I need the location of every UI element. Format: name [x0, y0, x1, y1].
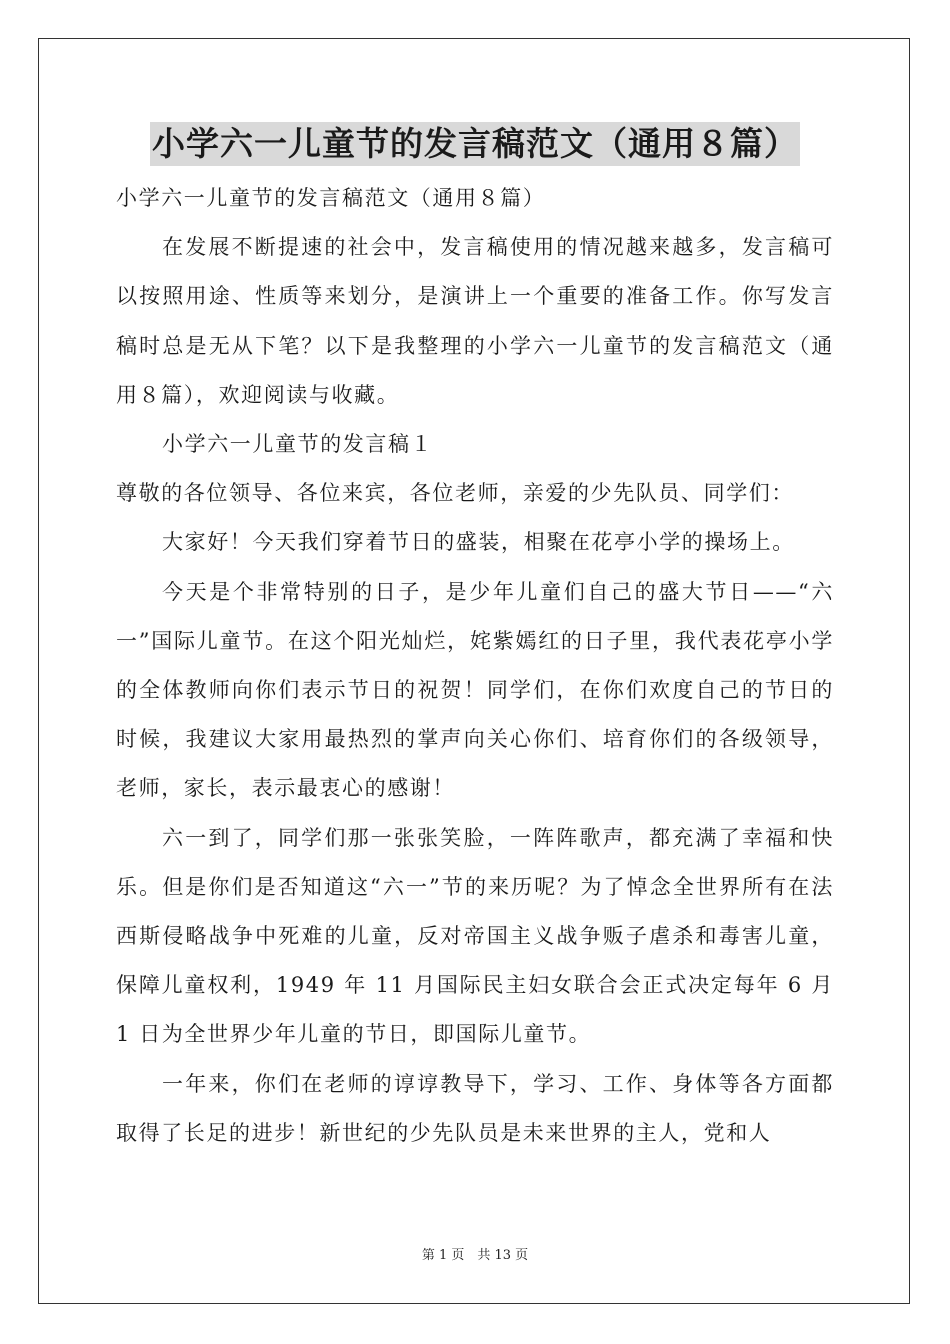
document-title: 小学六一儿童节的发言稿范文（通用８篇）	[150, 122, 800, 166]
paragraph: 六一到了，同学们那一张张笑脸，一阵阵歌声，都充满了幸福和快乐。但是你们是否知道这“六一”节的来历呢？为了悼念全世界所有在法西斯侵略战争中死难的儿童，反对帝国主义战争贩子虐杀和毒害儿童，保障儿童权利，1949 年 11 月国际民主妇女联合会正式决定每年 6 月 1 日为全世界少年儿童的节日，即国际儿童节。	[116, 825, 834, 1047]
paragraph-list	[116, 174, 834, 1158]
paragraph: 尊敬的各位领导、各位来宾，各位老师，亲爱的少先队员、同学们：	[116, 481, 794, 506]
paragraph: 在发展不断提速的社会中，发言稿使用的情况越来越多，发言稿可以按照用途、性质等来划分，是演讲上一个重要的准备工作。你写发言稿时总是无从下笔？以下是我整理的小学六一儿童节的发言稿范文（通用８篇），欢迎阅读与收藏。	[116, 235, 834, 407]
title-wrap	[116, 122, 834, 166]
paragraph: 一年来，你们在老师的谆谆教导下，学习、工作、身体等各方面都取得了长足的进步！新世纪的少先队员是未来世界的主人，党和人	[116, 1071, 834, 1145]
paragraph: 大家好！今天我们穿着节日的盛装，相聚在花亭小学的操场上。	[162, 530, 795, 555]
document-body	[116, 122, 834, 1158]
paragraph: 小学六一儿童节的发言稿范文（通用８篇）	[116, 186, 546, 210]
paragraph: 小学六一儿童节的发言稿１	[162, 432, 434, 457]
page-footer: 第 1 页 共 13 页	[421, 1248, 529, 1263]
paragraph: 今天是个非常特别的日子，是少年儿童们自己的盛大节日——“六一”国际儿童节。在这个阳光灿烂，姹紫嫣红的日子里，我代表花亭小学的全体教师向你们表示节日的祝贺！同学们，在你们欢度自己的节日的时候，我建议大家用最热烈的掌声向关心你们、培育你们的各级领导，老师，家长，表示最衷心的感谢！	[116, 579, 834, 801]
